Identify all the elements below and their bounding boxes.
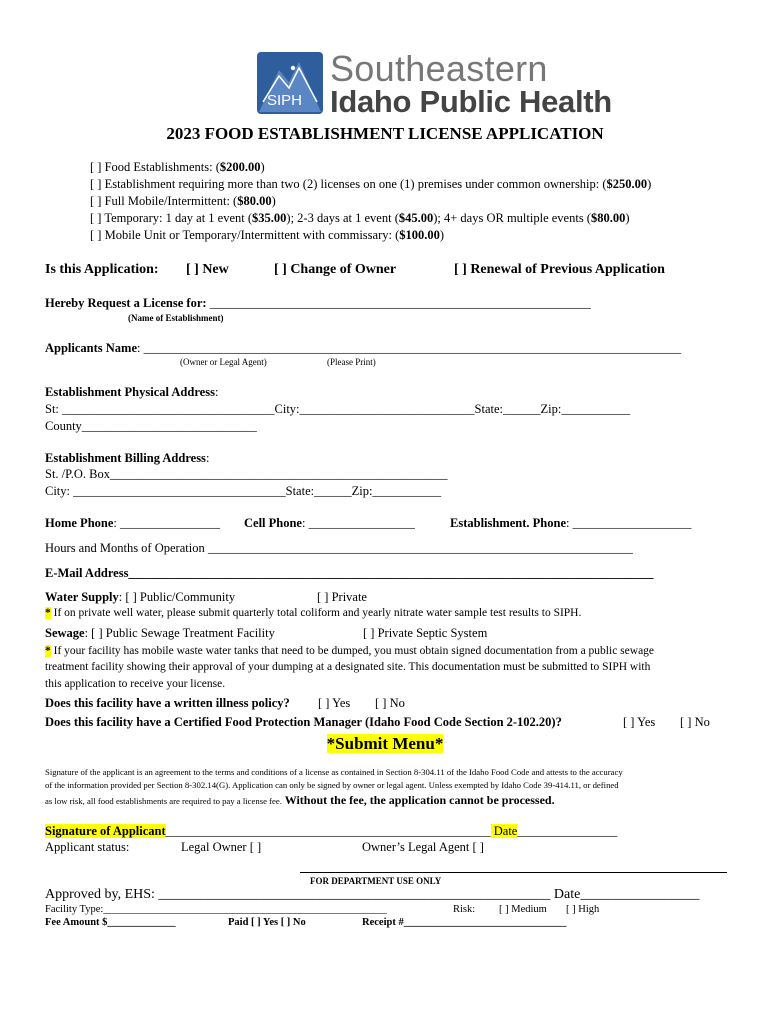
license-request-field[interactable]: Hereby Request a License for: _____________________________________________________________ [45, 296, 591, 310]
new-checkbox[interactable]: [ ] New [186, 262, 229, 277]
applicant-status-label: Applicant status: [45, 840, 130, 854]
hours-field[interactable]: Hours and Months of Operation ____________________________________________________________________ [45, 541, 633, 555]
legal-text: Signature of the applicant is an agreement to the terms and conditions of a license as contained in Section 8-304.11 of the Idaho Food Code and attests to the accuracy [45, 767, 623, 777]
page-title: 2023 FOOD ESTABLISHMENT LICENSE APPLICATION [166, 124, 604, 143]
legal-text: as low risk, all food establishments are required to pay a license fee. Without the fee, the application cannot be processed. [45, 793, 555, 807]
receipt-field[interactable]: Receipt #_______________________________ [362, 917, 567, 928]
sewage-note: * If your facility has mobile waste water tanks that need to be dumped, you must obtain signed documentation from a public sewage [45, 645, 655, 657]
risk-label: Risk: [453, 904, 476, 915]
physical-street-field[interactable]: St: __________________________________City:____________________________State:______Zip:___________ [45, 402, 631, 416]
physical-county-field[interactable]: County____________________________ [45, 419, 257, 433]
illness-no-checkbox[interactable]: [ ] No [375, 696, 405, 710]
approved-by-field[interactable]: Approved by, EHS: ________________________________________________________ Date_________________ [45, 887, 700, 902]
billing-address-heading: Establishment Billing Address: [45, 451, 210, 465]
logo-line-2: Idaho Public Health [330, 84, 612, 119]
legal-owner-checkbox[interactable]: Legal Owner [ ] [181, 840, 262, 854]
sewage-private-checkbox[interactable]: [ ] Private Septic System [363, 626, 488, 640]
sewage-note: treatment facility showing their approval of your dumping at a designated site. This documentation must be submitted to SIPH with [45, 661, 651, 673]
email-field[interactable]: E-Mail Address____________________________________________________________________________________ [45, 566, 654, 580]
billing-po-field[interactable]: St. /P.O. Box______________________________________________________ [45, 467, 448, 481]
application-type-label: Is this Application: [45, 262, 159, 277]
fee-amount-field[interactable]: Fee Amount $_____________ [45, 917, 176, 928]
print-hint: (Please Print) [327, 357, 376, 367]
department-use-heading: FOR DEPARTMENT USE ONLY [310, 876, 442, 886]
siph-logo [257, 52, 323, 114]
applicant-name-field[interactable]: Applicants Name: ______________________________________________________________________________________ [45, 341, 682, 355]
home-phone-field[interactable]: Home Phone: ________________ [45, 516, 221, 530]
water-private-checkbox[interactable]: [ ] Private [317, 590, 367, 604]
fee-option[interactable]: [ ] Mobile Unit or Temporary/Intermittent with commissary: ($100.00) [90, 228, 445, 242]
illness-policy-question: Does this facility have a written illness policy? [45, 696, 290, 710]
fee-option[interactable]: [ ] Temporary: 1 day at 1 event ($35.00); 2-3 days at 1 event ($45.00); 4+ days OR multiple events ($80.00) [90, 211, 630, 225]
water-public-checkbox[interactable]: Water Supply: [ ] Public/Community [45, 590, 236, 604]
cfpm-question: Does this facility have a Certified Food Protection Manager (Idaho Food Code Section 2-102.20)? [45, 715, 562, 729]
fee-option[interactable]: [ ] Establishment requiring more than two (2) licenses on one (1) premises under common ownership: ($250.00) [90, 177, 652, 191]
sewage-public-checkbox[interactable]: Sewage: [ ] Public Sewage Treatment Facility [45, 626, 275, 640]
legal-text: of the information provided per Section 8-302.14(G). Application can only be signed by owner or legal agent. Unless exempted by Idaho Code 39-414.11, or defined [45, 780, 619, 790]
signature-field[interactable]: Signature of Applicant____________________________________________________ Date________________ [45, 824, 618, 838]
water-note: * If on private well water, please submit quarterly total coliform and yearly nitrate water sample test results to SIPH. [45, 607, 582, 619]
owner-hint: (Owner or Legal Agent) [180, 357, 267, 367]
establishment-name-hint: (Name of Establishment) [128, 313, 224, 323]
illness-yes-checkbox[interactable]: [ ] Yes [318, 696, 351, 710]
cfpm-yes-checkbox[interactable]: [ ] Yes [623, 715, 656, 729]
submit-menu-notice: *Submit Menu* [326, 734, 444, 753]
establishment-phone-field[interactable]: Establishment. Phone: ___________________ [450, 516, 692, 530]
fee-option[interactable]: [ ] Food Establishments: ($200.00) [90, 160, 265, 174]
fee-option[interactable]: [ ] Full Mobile/Intermittent: ($80.00) [90, 194, 276, 208]
physical-address-heading: Establishment Physical Address: [45, 385, 219, 399]
logo-badge: SIPH [267, 92, 303, 109]
renewal-checkbox[interactable]: [ ] Renewal of Previous Application [454, 262, 665, 277]
facility-type-field[interactable]: Facility Type:______________________________________________________ [45, 904, 387, 915]
risk-high-checkbox[interactable]: [ ] High [566, 904, 600, 915]
logo-line-1: Southeastern [330, 48, 548, 89]
billing-city-field[interactable]: City: __________________________________State:______Zip:___________ [45, 484, 442, 498]
cell-phone-field[interactable]: Cell Phone: _________________ [244, 516, 415, 530]
paid-checkbox[interactable]: Paid [ ] Yes [ ] No [228, 917, 306, 928]
legal-agent-checkbox[interactable]: Owner’s Legal Agent [ ] [362, 840, 484, 854]
risk-medium-checkbox[interactable]: [ ] Medium [499, 904, 547, 915]
cfpm-no-checkbox[interactable]: [ ] No [680, 715, 710, 729]
sewage-note: this application to receive your license. [45, 678, 226, 690]
change-of-owner-checkbox[interactable]: [ ] Change of Owner [274, 262, 397, 277]
department-divider [300, 872, 727, 873]
